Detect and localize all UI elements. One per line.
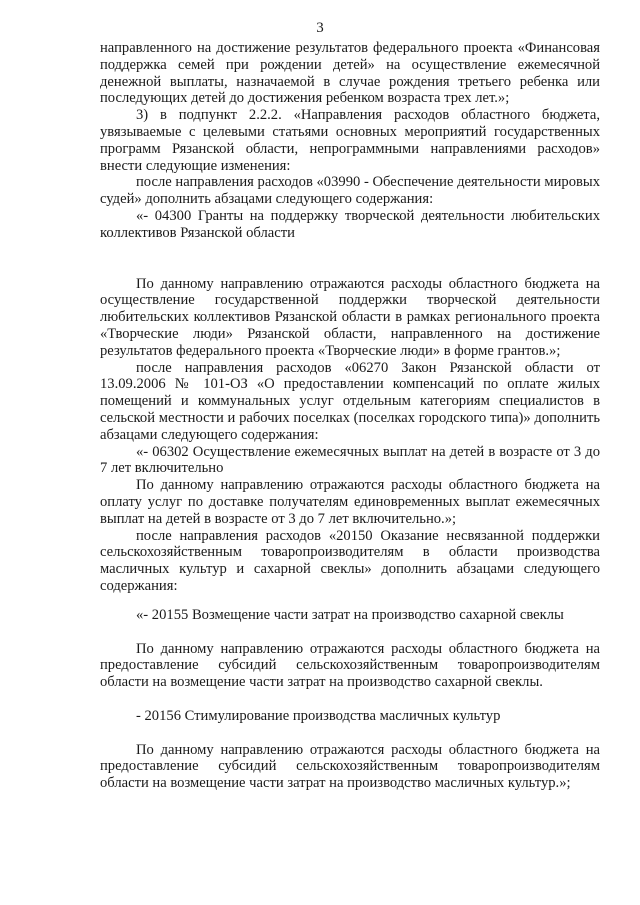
paragraph-after-06270: после направления расходов «06270 Закон Рязанской области от 13.09.2006 № 101-ОЗ «О предоставлении компенсаций по оплате жилых помещений и коммунальных услуг отдельным категориям специалистов в сельской местности и рабочих поселках (поселках городского типа)» дополнить абзацами следующего содержания: [100,359,600,443]
paragraph-06302-heading: «- 06302 Осуществление ежемесячных выплат на детей в возрасте от 3 до 7 лет включительно [100,443,600,477]
paragraph-20155-description: По данному направлению отражаются расходы областного бюджета на предоставление субсидий сельскохозяйственным товаропроизводителям области на возмещение части затрат на производство сахарной свеклы. [100,640,600,691]
paragraph-after-03990: после направления расходов «03990 - Обеспечение деятельности мировых судей» дополнить абзацами следующего содержания: [100,174,600,208]
page-number: 3 [316,20,324,36]
paragraph-after-20150: после направления расходов «20150 Оказание несвязанной поддержки сельскохозяйственным товаропроизводителям в области производства масличных культур и сахарной свеклы» дополнить абзацами следующего содержания: [100,527,600,594]
document-body [100,40,600,792]
paragraph-20155-heading: «- 20155 Возмещение части затрат на производство сахарной свеклы [136,606,564,623]
paragraph-04300-heading: «- 04300 Гранты на поддержку творческой деятельности любительских коллективов Рязанской области [100,207,600,241]
paragraph-20156-heading: - 20156 Стимулирование производства масличных культур [136,707,501,724]
paragraph-20156-description: По данному направлению отражаются расходы областного бюджета на предоставление субсидий сельскохозяйственным товаропроизводителям области на возмещение части затрат на производство масличных культур.»; [100,741,600,792]
paragraph-continuation: направленного на достижение результатов федерального проекта «Финансовая поддержка семей при рождении детей» на осуществление ежемесячной денежной выплаты, назначаемой в случае рождения третьего ребенка или последующих детей до достижения ребенком возраста трех лет.»; [100,40,600,107]
paragraph-06302-description: По данному направлению отражаются расходы областного бюджета на оплату услуг по доставке получателям единовременных выплат ежемесячных выплат на детей в возрасте от 3 до 7 лет включительно.»; [100,477,600,527]
paragraph-item-3: 3) в подпункт 2.2.2. «Направления расходов областного бюджета, увязываемые с целевыми статьями основных мероприятий государственных программ Рязанской области, непрограммными направлениями расходов» внести следующие изменения: [100,107,600,174]
paragraph-04300-description: По данному направлению отражаются расходы областного бюджета на осуществление государственной поддержки творческой деятельности любительских коллективов Рязанской области в рамках регионального проекта «Творческие люди» Рязанской области, направленного на достижение результатов федерального проекта «Творческие люди» в форме грантов.»; [100,275,600,359]
